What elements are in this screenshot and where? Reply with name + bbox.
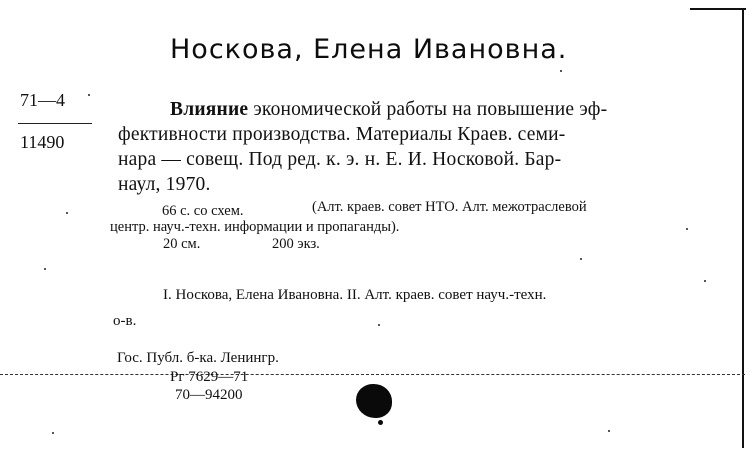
dust-speck bbox=[52, 432, 54, 434]
dust-speck bbox=[560, 70, 562, 72]
dust-speck bbox=[44, 268, 46, 270]
book-title-lead: Влияние bbox=[170, 99, 249, 120]
dust-speck bbox=[608, 430, 610, 432]
dust-speck bbox=[704, 280, 706, 282]
description-line-4: наул, 1970. bbox=[118, 174, 211, 195]
tracing-line-2: о-в. bbox=[113, 313, 137, 329]
dust-speck bbox=[378, 324, 380, 326]
series-statement-continued: центр. науч.-техн. информации и пропаганды). bbox=[110, 219, 400, 235]
ink-speck bbox=[378, 420, 383, 425]
copies: 200 экз. bbox=[272, 236, 320, 252]
bibliographic-description bbox=[118, 97, 688, 197]
dust-speck bbox=[66, 212, 68, 214]
description-line-3: нара — совещ. Под ред. к. э. н. Е. И. Носковой. Бар- bbox=[118, 149, 562, 170]
handwritten-author-heading: Носкова, Елена Ивановна. bbox=[170, 34, 568, 65]
description-line-2: фективности производства. Материалы Краев. семи- bbox=[118, 124, 566, 145]
dust-speck bbox=[580, 258, 582, 260]
tracing-line-1: I. Носкова, Елена Ивановна. II. Алт. краев. совет науч.-техн. bbox=[163, 287, 547, 303]
card-edge-right bbox=[742, 8, 744, 448]
shelf-mark-bottom: 11490 bbox=[20, 132, 65, 152]
library-name: Гос. Публ. б-ка. Ленингр. bbox=[117, 350, 279, 366]
page-count: 66 с. со схем. bbox=[162, 203, 244, 219]
ink-blot bbox=[356, 384, 392, 418]
dust-speck bbox=[686, 228, 688, 230]
library-code-2: 70—94200 bbox=[175, 387, 243, 403]
card-edge-top bbox=[690, 8, 746, 10]
library-code-1: Рг 7629—71 bbox=[170, 369, 249, 385]
size: 20 см. bbox=[163, 236, 201, 252]
perforation-line bbox=[0, 374, 745, 375]
description-line-1: экономической работы на повышение эф- bbox=[248, 99, 608, 120]
shelf-mark-divider bbox=[18, 123, 92, 124]
shelf-mark-top: 71—4 bbox=[20, 90, 65, 110]
series-statement: (Алт. краев. совет НТО. Алт. межотраслевой bbox=[312, 199, 587, 215]
dust-speck bbox=[88, 94, 90, 96]
